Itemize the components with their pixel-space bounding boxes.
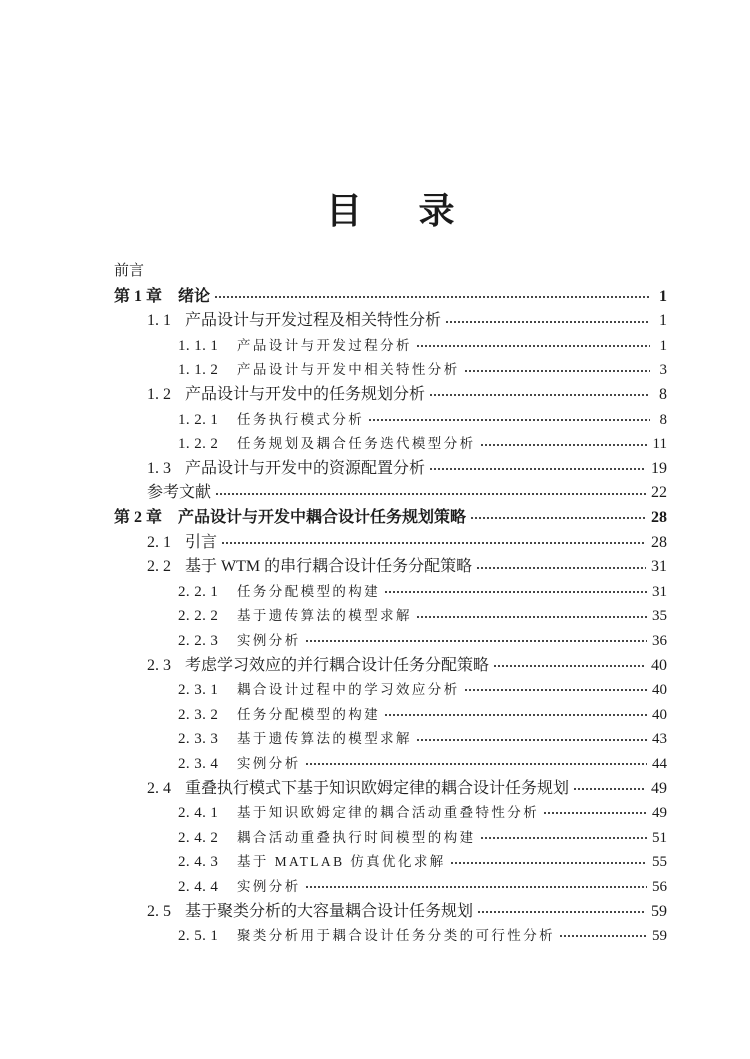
entry-number: 1. 1. 2 [178, 362, 219, 379]
entry-number: 1. 2. 1 [178, 411, 219, 428]
entry-title: 基于知识欧姆定律的耦合活动重叠特性分析 [237, 805, 540, 821]
entry-title: 基于遗传算法的模型求解 [237, 731, 412, 747]
entry-number: 2. 2. 1 [178, 583, 219, 600]
dot-leader [480, 443, 648, 447]
entry-title: 产品设计与开发过程分析 [237, 337, 412, 353]
entry-number: 1. 3 [147, 459, 171, 477]
subsection-entry [114, 875, 667, 900]
entry-number: 2. 5 [147, 902, 171, 920]
table-of-contents [114, 285, 667, 949]
page-number: 44 [652, 755, 667, 772]
page-number: 1 [659, 337, 667, 354]
entry-number: 2. 3. 1 [178, 682, 219, 699]
section-entry [114, 654, 667, 679]
entry-title: 任务执行模式分析 [237, 411, 365, 427]
dot-leader [493, 664, 646, 668]
entry-number: 2. 2 [147, 558, 171, 576]
dot-leader [214, 295, 650, 299]
subsection-entry [114, 408, 667, 433]
dot-leader [480, 836, 648, 840]
page-number: 8 [659, 386, 667, 404]
subsection-entry [114, 604, 667, 629]
dot-leader [384, 590, 647, 594]
dot-leader [464, 688, 647, 692]
entry-title: 基于 WTM 的串行耦合设计任务分配策略 [185, 558, 473, 576]
entry-number: 1. 1. 1 [178, 337, 219, 354]
page-number: 40 [651, 656, 667, 674]
entry-number: 1. 2 [147, 386, 171, 404]
page-number: 28 [651, 509, 667, 527]
dot-leader [221, 541, 646, 545]
dot-leader [429, 467, 646, 471]
dot-leader [445, 320, 650, 324]
entry-title: 引言 [185, 533, 218, 551]
dot-leader [573, 787, 646, 791]
page-number: 40 [652, 706, 667, 723]
entry-title: 聚类分析用于耦合设计任务分类的可行性分析 [237, 928, 555, 944]
entry-number: 1. 1 [147, 312, 171, 330]
dot-leader [470, 516, 646, 520]
entry-title: 重叠执行模式下基于知识欧姆定律的耦合设计任务规划 [185, 779, 570, 797]
entry-number: 1. 2. 2 [178, 436, 219, 453]
section-entry [114, 457, 667, 482]
subsection-entry [114, 580, 667, 605]
page-number: 8 [659, 411, 667, 428]
page-number: 19 [651, 459, 667, 477]
entry-number: 2. 2. 2 [178, 608, 219, 625]
page-number: 28 [651, 533, 667, 551]
entry-title: 耦合活动重叠执行时间模型的构建 [237, 829, 476, 845]
entry-number: 2. 3. 4 [178, 755, 219, 772]
entry-title: 绪论 [178, 287, 211, 305]
entry-number: 2. 3 [147, 656, 171, 674]
page-number: 22 [651, 484, 667, 502]
section-entry [114, 383, 667, 408]
subsection-entry [114, 358, 667, 383]
dot-leader [416, 615, 647, 619]
entry-number: 2. 4. 2 [178, 829, 219, 846]
page-number: 31 [652, 583, 667, 600]
dot-leader [429, 393, 650, 397]
entry-title: 实例分析 [237, 878, 301, 894]
page-title: 目 录 [326, 191, 455, 232]
dot-leader [476, 566, 646, 570]
dot-leader [416, 738, 647, 742]
page-number: 59 [652, 928, 667, 945]
page-number: 59 [651, 902, 667, 920]
dot-leader [416, 344, 650, 348]
subsection-entry [114, 703, 667, 728]
entry-title: 产品设计与开发中相关特性分析 [237, 362, 460, 378]
entry-number: 第 1 章 [114, 287, 163, 305]
entry-title: 产品设计与开发中耦合设计任务规划策略 [178, 509, 467, 527]
dot-leader [305, 762, 647, 766]
dot-leader [543, 811, 647, 815]
entry-number: 2. 4. 4 [178, 878, 219, 895]
entry-title: 任务分配模型的构建 [237, 706, 381, 722]
subsection-entry [114, 432, 667, 457]
entry-title: 基于 MATLAB 仿真优化求解 [237, 854, 446, 870]
entry-number: 2. 3. 3 [178, 731, 219, 748]
dot-leader [559, 934, 647, 938]
page-number: 51 [652, 829, 667, 846]
dot-leader [384, 713, 647, 717]
page-number: 1 [659, 287, 667, 305]
dot-leader [368, 418, 650, 422]
entry-title: 产品设计与开发中的资源配置分析 [185, 459, 426, 477]
dot-leader [477, 910, 646, 914]
entry-title: 基于聚类分析的大容量耦合设计任务规划 [185, 902, 474, 920]
chapter-entry [114, 285, 667, 310]
section-entry [114, 481, 667, 506]
entry-number: 2. 4. 3 [178, 854, 219, 871]
entry-title: 产品设计与开发过程及相关特性分析 [185, 312, 442, 330]
dot-leader [464, 369, 650, 373]
entry-title: 基于遗传算法的模型求解 [237, 608, 412, 624]
page-number: 36 [652, 633, 667, 649]
subsection-entry [114, 826, 667, 851]
entry-number: 第 2 章 [114, 509, 163, 527]
chapter-entry [114, 506, 667, 531]
entry-number: 2. 4. 1 [178, 805, 219, 822]
page-number: 3 [659, 362, 667, 379]
section-entry [114, 555, 667, 580]
page-number: 55 [652, 854, 667, 871]
section-entry [114, 900, 667, 925]
dot-leader [215, 492, 646, 496]
dot-leader [305, 885, 647, 889]
subsection-entry [114, 678, 667, 703]
entry-title: 任务规划及耦合任务迭代模型分析 [237, 436, 476, 452]
subsection-entry [114, 727, 667, 752]
entry-title: 任务分配模型的构建 [237, 583, 381, 599]
page-number: 49 [651, 779, 667, 797]
page-number: 31 [651, 558, 667, 576]
section-entry [114, 777, 667, 802]
entry-title: 实例分析 [237, 633, 301, 648]
subsection-entry [114, 629, 667, 654]
entry-title: 产品设计与开发中的任务规划分析 [185, 386, 426, 404]
subsection-entry [114, 334, 667, 359]
dot-leader [450, 861, 647, 865]
dot-leader [305, 639, 647, 643]
page-number: 1 [659, 312, 667, 330]
subsection-entry [114, 924, 667, 949]
entry-title: 实例分析 [237, 755, 301, 771]
section-entry [114, 531, 667, 556]
section-entry [114, 309, 667, 334]
entry-number: 2. 2. 3 [178, 633, 219, 649]
entry-title: 参考文献 [147, 484, 212, 502]
entry-number: 2. 3. 2 [178, 706, 219, 723]
page-number: 35 [652, 608, 667, 625]
entry-number: 2. 4 [147, 779, 171, 797]
front-matter-entry: 前言 [114, 263, 145, 279]
page-number: 56 [652, 878, 667, 895]
page-number: 40 [652, 682, 667, 699]
page-number: 11 [652, 436, 667, 453]
entry-title: 考虑学习效应的并行耦合设计任务分配策略 [185, 656, 490, 674]
subsection-entry [114, 752, 667, 777]
page-number: 49 [652, 805, 667, 822]
page-number: 43 [652, 731, 667, 748]
entry-title: 耦合设计过程中的学习效应分析 [237, 682, 460, 698]
subsection-entry [114, 801, 667, 826]
entry-number: 2. 5. 1 [178, 928, 219, 945]
subsection-entry [114, 850, 667, 875]
entry-number: 2. 1 [147, 533, 171, 551]
